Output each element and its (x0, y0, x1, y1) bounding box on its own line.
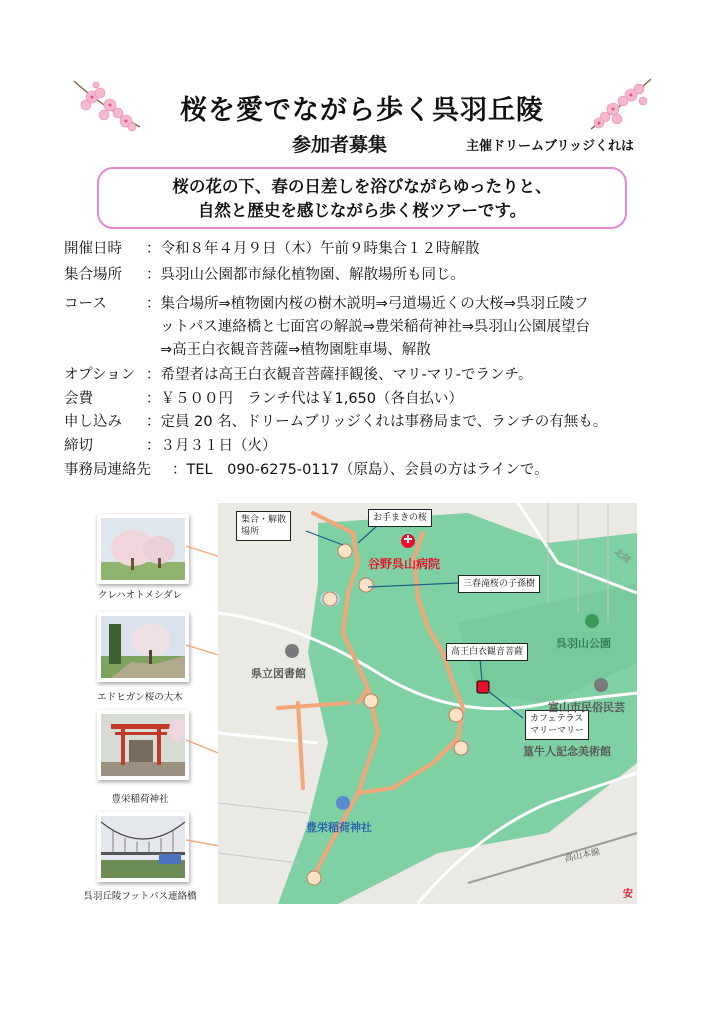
map-takayama-line-label: 高山本線 (563, 847, 601, 865)
map-edge-text: 安 (623, 889, 633, 900)
callout-meeting-line-1: 集合・解散 (241, 515, 287, 525)
callout-meeting-place (236, 511, 291, 541)
callout-kannon: 高王白衣観音菩薩 (446, 643, 528, 661)
apply-label: 申し込み (64, 414, 122, 430)
map-folk-museum-label: 富山市民俗民芸 (548, 701, 625, 714)
callout-otemaki-sakura: お手まきの桜 (368, 509, 432, 527)
page-subtitle: 参加者募集 (292, 134, 388, 156)
callout-cafe-line-2: マリーマリー (530, 726, 585, 736)
fee-label: 会費 (64, 391, 93, 407)
map-hospital-label: 谷野呉山病院 (368, 557, 441, 571)
map-hokuriku-label: 北陸 (611, 547, 633, 567)
option-value: ：希望者は高王白衣観音菩薩拝観後、マリ-マリ-でランチ。 (146, 367, 533, 383)
map-library-label: 県立図書館 (251, 667, 306, 680)
contact-value: ：TEL 090-6275-0117（原島）、会員の方はラインで。 (172, 462, 549, 478)
date-label: 開催日時 (64, 241, 122, 257)
course-line-3: ⇒高王白衣観音菩薩⇒植物園駐車場、解散 (160, 342, 431, 358)
course-line-2: ットパス連絡橋と七面宮の解説⇒豊栄稲荷神社⇒呉羽山公園展望台 (160, 319, 591, 335)
deadline-value: ：３月３１日（火） (146, 438, 277, 454)
photo-caption: 豊栄稲荷神社 (111, 794, 169, 805)
intro-line-2: 自然と歴史を感じながら歩く桜ツアーです。 (197, 201, 527, 220)
map-art-museum-label: 篁牛人記念美術館 (523, 745, 611, 758)
photo-edohigan-sakura (97, 612, 189, 682)
photo-kureha-otome-shidare (97, 514, 189, 584)
intro-line-1: 桜の花の下、春の日差しを浴びながらゆったりと、 (172, 177, 552, 196)
course-line-1: ：集合場所⇒植物園内桜の樹木説明⇒弓道場近くの大桜⇒呉羽丘陵フ (146, 296, 589, 312)
route-map (218, 503, 637, 904)
fee-value: ：￥５００円 ランチ代は￥1,650（各自払い） (146, 391, 464, 407)
date-value: ：令和８年４月９日（木）午前９時集合１２時解散 (146, 241, 480, 257)
place-label: 集合場所 (64, 267, 122, 283)
place-value: ：呉羽山公園都市緑化植物園、解散場所も同じ。 (146, 267, 465, 283)
photo-caption: エドヒガン桜の大木 (97, 692, 183, 703)
callout-cafe-line-1: カフェテラス (530, 714, 584, 724)
organizer: 主催ドリームブリッジくれは (466, 139, 634, 154)
intro-box (97, 167, 627, 229)
option-label: オプション (64, 367, 136, 383)
photo-caption: クレハオトメシダレ (97, 590, 183, 601)
map-park-label: 呉羽山公園 (556, 637, 611, 650)
callout-miharu-sakura: 三春滝桜の子孫樹 (458, 575, 540, 593)
deadline-label: 締切 (64, 438, 93, 454)
course-label: コース (64, 296, 107, 312)
callout-meeting-line-2: 場所 (241, 527, 260, 537)
map-shrine-label: 豊栄稲荷神社 (306, 821, 372, 834)
page-title: 桜を愛でながら歩く呉羽丘陵 (180, 95, 544, 126)
contact-label: 事務局連絡先 (64, 462, 151, 478)
photo-footpath-bridge (97, 812, 189, 882)
photo-caption: 呉羽丘陵フットパス連絡橋 (83, 891, 197, 902)
apply-value: ：定員 20 名、ドリームブリッジくれは事務局まで、ランチの有無も。 (146, 414, 608, 430)
photo-toyosaka-inari-shrine (97, 710, 189, 780)
